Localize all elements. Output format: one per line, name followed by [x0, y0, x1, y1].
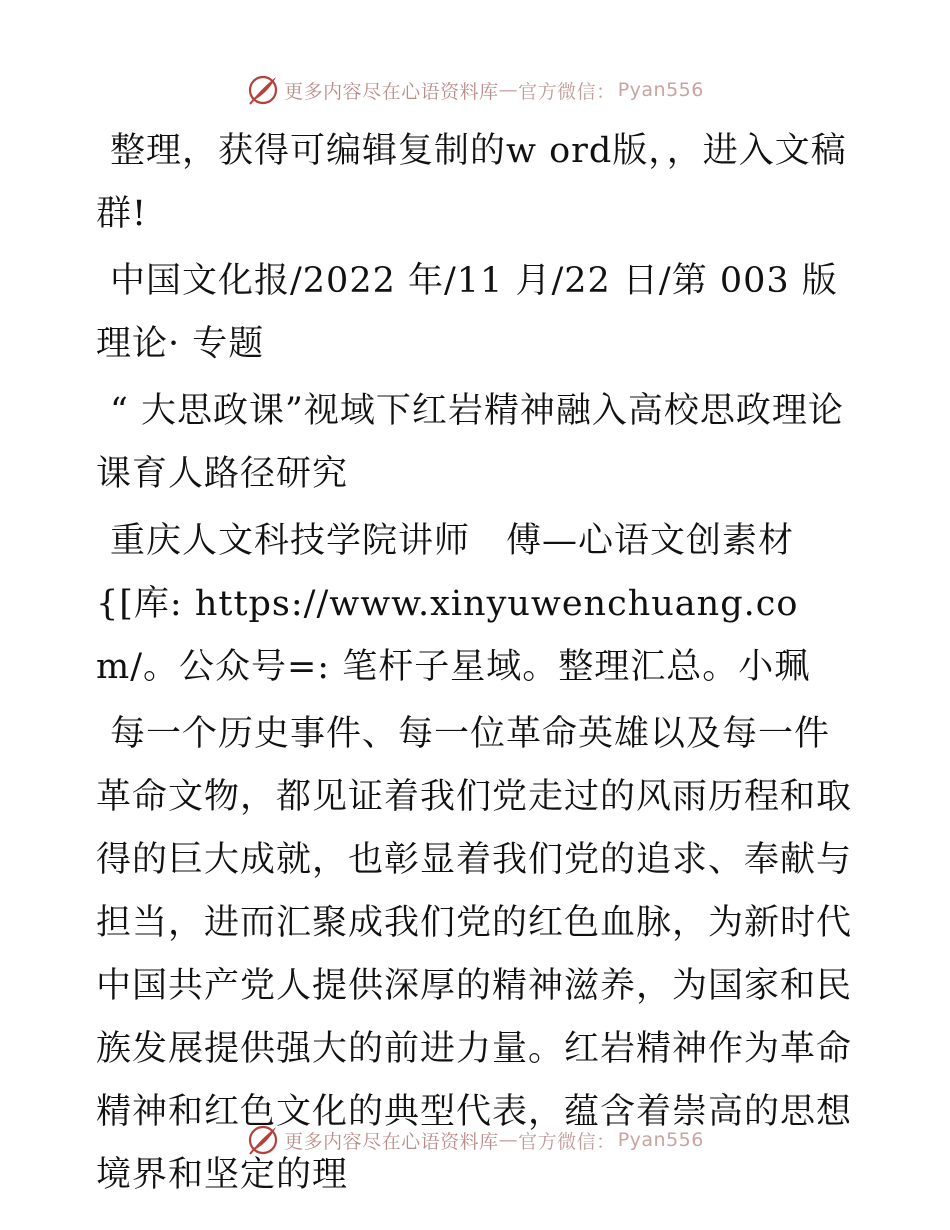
quill-pen-logo-icon — [246, 73, 280, 107]
banner-wechat-id: Pyan556 — [617, 1129, 704, 1151]
document-body — [96, 120, 856, 1211]
banner-wechat-label: 官方微信： — [518, 80, 616, 103]
banner-separator: — — [498, 1129, 519, 1151]
article-title: “ 大思政课”视域下红岩精神融入高校思政理论课育人路径研究 — [96, 391, 844, 494]
banner-wechat-id: Pyan556 — [617, 79, 704, 101]
banner-wechat-label: 官方微信： — [518, 1130, 616, 1153]
top-banner — [0, 70, 950, 110]
source-line: 中国文化报/2022 年/11 月/22 日/第 003 版理论· 专题 — [96, 261, 838, 364]
intro-paragraph: 整理，获得可编辑复制的w ord版，，进入文稿群! — [96, 131, 847, 234]
author-line: 重庆人文科技学院讲师 傅—心语文创素材{[库: https://www.xinyuwenchuang.com/。公众号=: 笔杆子星域。整理汇总。小珮 — [96, 521, 811, 687]
banner-title: 更多内容尽在心语资料库 — [284, 1130, 499, 1153]
body-paragraph: 每一个历史事件、每一位革命英雄以及每一件革命文物，都见证着我们党走过的风雨历程和取得的巨大成就，也彰显着我们党的追求、奉献与担当，进而汇聚成我们党的红色血脉，为新时代中国共产党人提供深厚的精神滋养，为国家和民族发展提供强大的前进力量。红岩精神作为革命精神和红色文化的典型代表，蕴含着崇高的思想境界和坚定的理 — [96, 714, 853, 1195]
banner-title: 更多内容尽在心语资料库 — [284, 80, 499, 103]
bottom-banner — [0, 1120, 950, 1160]
banner-separator: — — [498, 79, 519, 101]
quill-pen-logo-icon — [246, 1123, 280, 1157]
